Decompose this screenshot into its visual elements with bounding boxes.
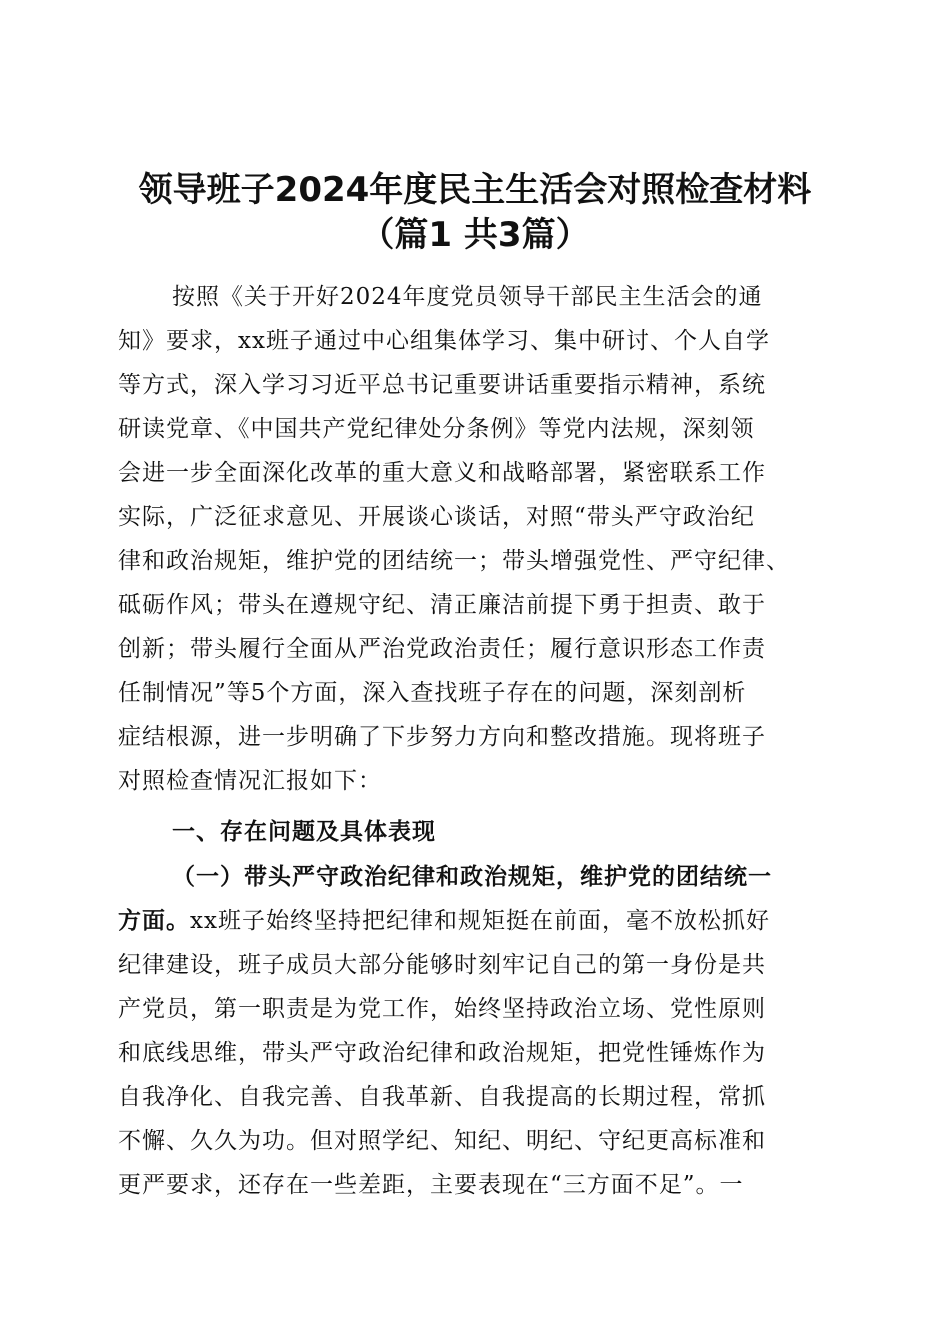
paragraph-line: 按照《关于开好2024年度党员领导干部民主生活会的通	[172, 284, 763, 310]
subsection-heading: （一）带头严守政治纪律和政治规矩，维护党的团结统一	[172, 863, 772, 890]
paragraph-line: 实际，广泛征求意见、开展谈心谈话，对照“带头严守政治纪	[118, 504, 755, 530]
subsection-heading-end: 方面。	[118, 907, 190, 934]
section-heading: 一、存在问题及具体表现	[172, 819, 436, 845]
paragraph-line: 纪律建设，班子成员大部分能够时刻牢记自己的第一身份是共	[118, 952, 766, 978]
paragraph-line: 更严要求，还存在一些差距，主要表现在“三方面不足”。一	[118, 1172, 744, 1198]
document-title-line-2: （篇1 共3篇）	[360, 215, 590, 255]
paragraph-line: 砥砺作风；带头在遵规守纪、清正廉洁前提下勇于担责、敢于	[118, 592, 766, 618]
paragraph-line-mixed	[118, 902, 770, 935]
paragraph-text: xx班子始终坚持把纪律和规矩挺在前面，毫不放松抓好	[190, 908, 770, 934]
paragraph-line: 不懈、久久为功。但对照学纪、知纪、明纪、守纪更高标准和	[118, 1128, 766, 1154]
paragraph-line: 会进一步全面深化改革的重大意义和战略部署，紧密联系工作	[118, 460, 766, 486]
paragraph-line: 和底线思维，带头严守政治纪律和政治规矩，把党性锤炼作为	[118, 1040, 766, 1066]
paragraph-line: 知》要求，xx班子通过中心组集体学习、集中研讨、个人自学	[118, 328, 770, 354]
paragraph-line: 研读党章、《中国共产党纪律处分条例》等党内法规，深刻领	[118, 416, 755, 442]
paragraph-line: 等方式，深入学习习近平总书记重要讲话重要指示精神，系统	[118, 372, 766, 398]
paragraph-line: 对照检查情况汇报如下：	[118, 768, 382, 794]
paragraph-line: 律和政治规矩，维护党的团结统一；带头增强党性、严守纪律、	[118, 548, 790, 574]
paragraph-line: 症结根源，进一步明确了下步努力方向和整改措施。现将班子	[118, 724, 766, 750]
paragraph-line: 创新；带头履行全面从严治党政治责任；履行意识形态工作责	[118, 636, 766, 662]
paragraph-line: 自我净化、自我完善、自我革新、自我提高的长期过程，常抓	[118, 1084, 766, 1110]
paragraph-line: 产党员，第一职责是为党工作，始终坚持政治立场、党性原则	[118, 996, 766, 1022]
paragraph-line: 任制情况”等5个方面，深入查找班子存在的问题，深刻剖析	[118, 680, 747, 706]
document-title-line-1: 领导班子2024年度民主生活会对照检查材料	[138, 170, 812, 210]
